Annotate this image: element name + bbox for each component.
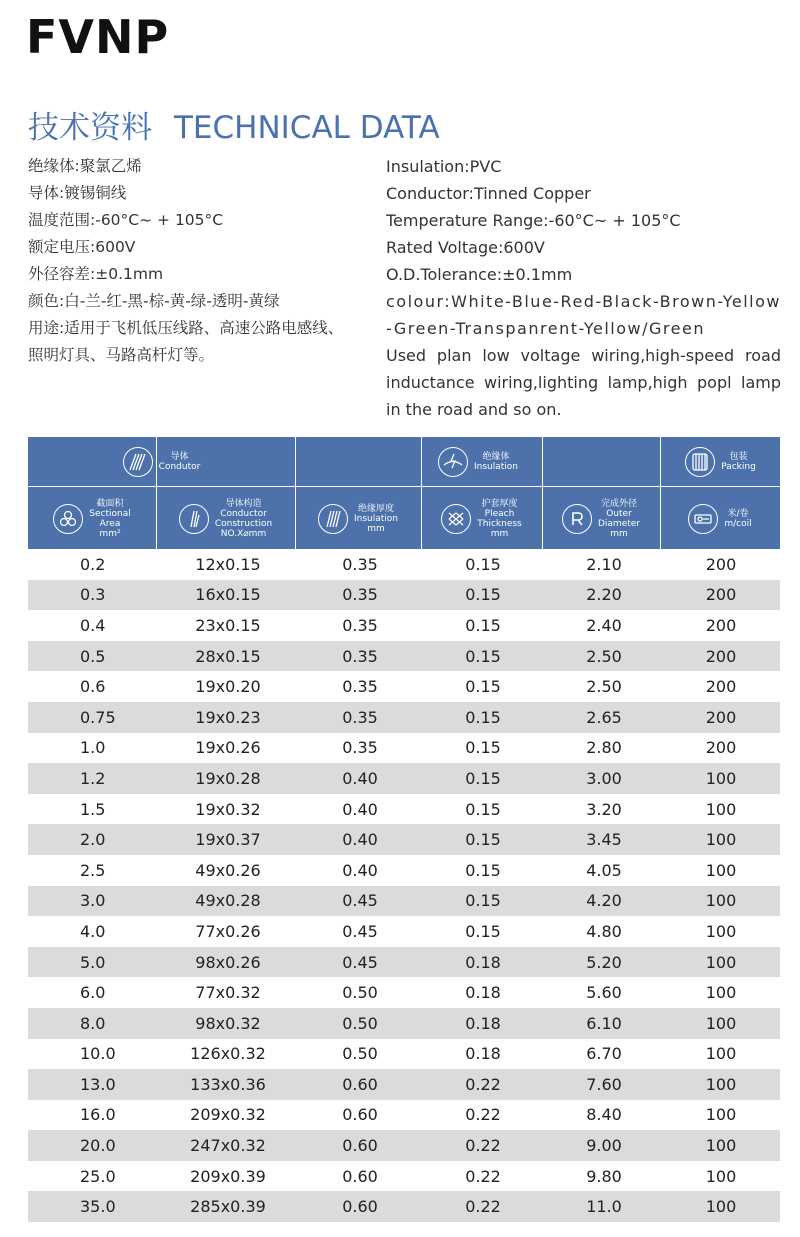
- cell-pleach-thickness: 0.15: [465, 768, 501, 788]
- cell-construction: 12x0.15: [195, 554, 261, 574]
- cell-meters-per-coil: 200: [705, 677, 737, 697]
- cell-outer-diameter: 9.80: [586, 1166, 622, 1186]
- cell-outer-diameter: 2.80: [586, 738, 622, 758]
- spec-list-cn: [28, 153, 358, 369]
- cell-outer-diameter: 6.10: [586, 1013, 622, 1033]
- group-insulation-cn: 绝缘体: [482, 451, 510, 462]
- spec-insulation-cn: 绝缘体:聚氯乙烯: [28, 157, 142, 175]
- spec-colour-cn: 颜色:白-兰-红-黑-棕-黄-绿-透明-黄绿: [28, 292, 280, 310]
- table-row: [28, 886, 780, 917]
- cell-insulation-thickness: 0.35: [342, 585, 378, 605]
- cell-construction: 23x0.15: [195, 615, 261, 635]
- cell-sectional-area: 2.0: [80, 830, 106, 850]
- table-header: [28, 437, 780, 549]
- cell-insulation-thickness: 0.35: [342, 646, 378, 666]
- cell-pleach-thickness: 0.22: [465, 1074, 501, 1094]
- col-area-en2: Area: [99, 518, 121, 529]
- cell-meters-per-coil: 200: [705, 585, 737, 605]
- group-insulation: [295, 437, 660, 487]
- braided-sheath-icon: [441, 504, 471, 534]
- cell-pleach-thickness: 0.22: [465, 1197, 501, 1217]
- col-construction-unit: NO.X⌀mm: [220, 528, 267, 539]
- col-area-en1: Sectional: [89, 508, 131, 519]
- cell-pleach-thickness: 0.18: [465, 1044, 501, 1064]
- cell-construction: 247x0.32: [190, 1136, 266, 1156]
- cell-insulation-thickness: 0.35: [342, 615, 378, 635]
- table-row: [28, 763, 780, 794]
- cell-construction: 16x0.15: [195, 585, 261, 605]
- col-construction-cn: 导体构造: [225, 498, 262, 509]
- cell-sectional-area: 2.5: [80, 860, 106, 880]
- cell-pleach-thickness: 0.22: [465, 1105, 501, 1125]
- cell-sectional-area: 1.2: [80, 768, 106, 788]
- col-diameter-cn: 完成外径: [600, 498, 637, 509]
- cell-outer-diameter: 3.00: [586, 768, 622, 788]
- cell-sectional-area: 0.6: [80, 677, 106, 697]
- cell-outer-diameter: 2.50: [586, 677, 622, 697]
- data-table-body: [28, 549, 780, 1222]
- cell-insulation-thickness: 0.45: [342, 891, 378, 911]
- spec-temperature-cn: 温度范围:-60°C~ + 105°C: [28, 211, 224, 229]
- cell-construction: 19x0.37: [195, 830, 261, 850]
- cell-insulation-thickness: 0.35: [342, 554, 378, 574]
- col-area-cn: 截面积: [96, 498, 124, 509]
- table-row: [28, 733, 780, 764]
- cell-sectional-area: 6.0: [80, 983, 106, 1003]
- cell-construction: 49x0.26: [195, 860, 261, 880]
- cell-construction: 98x0.26: [195, 952, 261, 972]
- cell-outer-diameter: 3.45: [586, 830, 622, 850]
- cell-meters-per-coil: 100: [705, 1105, 737, 1125]
- cell-outer-diameter: 4.20: [586, 891, 622, 911]
- cell-outer-diameter: 3.20: [586, 799, 622, 819]
- col-coil-en1: m/coil: [724, 518, 752, 529]
- spec-usage-cn: 用途:适用于飞机低压线路、高速公路电感线、照明灯具、马路高杆灯等。: [28, 319, 344, 364]
- cell-insulation-thickness: 0.60: [342, 1105, 378, 1125]
- product-title: FVNP: [26, 10, 170, 64]
- cell-meters-per-coil: 100: [705, 891, 737, 911]
- cell-pleach-thickness: 0.15: [465, 830, 501, 850]
- table-row: [28, 671, 780, 702]
- cell-construction: 19x0.28: [195, 768, 261, 788]
- cell-meters-per-coil: 100: [705, 921, 737, 941]
- cell-construction: 77x0.32: [195, 983, 261, 1003]
- cell-insulation-thickness: 0.50: [342, 983, 378, 1003]
- table-row: [28, 916, 780, 947]
- cell-construction: 285x0.39: [190, 1197, 266, 1217]
- cell-meters-per-coil: 100: [705, 1136, 737, 1156]
- cell-meters-per-coil: 200: [705, 707, 737, 727]
- col-insulation-unit: mm: [367, 523, 385, 534]
- spec-conductor-cn: 导体:镀锡铜线: [28, 184, 127, 202]
- spec-usage-en: Used plan low voltage wiring,high-speed road inductance wiring,lighting lamp,high popl lamp in the road and so on.: [386, 346, 781, 419]
- cell-pleach-thickness: 0.15: [465, 554, 501, 574]
- table-row: [28, 580, 780, 611]
- cell-insulation-thickness: 0.60: [342, 1136, 378, 1156]
- table-row: [28, 855, 780, 886]
- cell-construction: 19x0.20: [195, 677, 261, 697]
- cell-pleach-thickness: 0.22: [465, 1136, 501, 1156]
- col-pleach-cn: 护套厚度: [481, 498, 518, 509]
- col-insulation-cn: 绝缘厚度: [357, 503, 394, 514]
- wire-construction-icon: [179, 504, 209, 534]
- col-sectional-area: [28, 488, 156, 549]
- cell-outer-diameter: 5.20: [586, 952, 622, 972]
- cell-pleach-thickness: 0.15: [465, 891, 501, 911]
- spec-colour-en: colour:White-Blue-Red-Black-Brown-Yellow-Green-Transpanrent-Yellow/Green: [386, 292, 781, 338]
- table-row: [28, 1008, 780, 1039]
- spec-list-en: [386, 153, 781, 423]
- group-conductor-en: Condutor: [158, 461, 201, 472]
- cell-pleach-thickness: 0.15: [465, 738, 501, 758]
- group-insulation-en: Insulation: [473, 461, 518, 472]
- cell-pleach-thickness: 0.22: [465, 1166, 501, 1186]
- cell-meters-per-coil: 100: [705, 952, 737, 972]
- spec-voltage-cn: 额定电压:600V: [28, 238, 136, 256]
- cell-outer-diameter: 6.70: [586, 1044, 622, 1064]
- col-area-unit: mm²: [99, 528, 121, 539]
- section-title-cn: 技术资料: [28, 110, 152, 146]
- cell-insulation-thickness: 0.35: [342, 707, 378, 727]
- cell-sectional-area: 0.75: [80, 707, 116, 727]
- cell-outer-diameter: 4.80: [586, 921, 622, 941]
- spec-voltage-en: Rated Voltage:600V: [386, 238, 545, 257]
- cell-insulation-thickness: 0.50: [342, 1013, 378, 1033]
- cell-construction: 209x0.39: [190, 1166, 266, 1186]
- cell-insulation-thickness: 0.45: [342, 952, 378, 972]
- cell-construction: 19x0.23: [195, 707, 261, 727]
- cell-insulation-thickness: 0.60: [342, 1166, 378, 1186]
- radius-icon: [562, 504, 592, 534]
- cell-meters-per-coil: 100: [705, 983, 737, 1003]
- cell-pleach-thickness: 0.18: [465, 983, 501, 1003]
- cell-pleach-thickness: 0.15: [465, 677, 501, 697]
- cell-sectional-area: 0.3: [80, 585, 106, 605]
- insulation-layer-icon: [318, 504, 348, 534]
- cell-sectional-area: 5.0: [80, 952, 106, 972]
- cell-meters-per-coil: 100: [705, 1074, 737, 1094]
- cell-insulation-thickness: 0.35: [342, 677, 378, 697]
- cell-insulation-thickness: 0.40: [342, 768, 378, 788]
- cell-outer-diameter: 2.40: [586, 615, 622, 635]
- cell-construction: 19x0.26: [195, 738, 261, 758]
- table-row: [28, 794, 780, 825]
- group-conductor-cn: 导体: [170, 451, 189, 462]
- cell-sectional-area: 3.0: [80, 891, 106, 911]
- table-row: [28, 1161, 780, 1192]
- cell-insulation-thickness: 0.60: [342, 1074, 378, 1094]
- col-construction-en1: Conductor: [220, 508, 267, 519]
- col-coil-cn: 米/卷: [727, 508, 749, 519]
- col-meters-per-coil: [660, 488, 780, 549]
- cell-sectional-area: 16.0: [80, 1105, 116, 1125]
- cell-insulation-thickness: 0.40: [342, 830, 378, 850]
- col-construction-en2: Construction: [214, 518, 273, 529]
- group-packing-cn: 包装: [729, 451, 748, 462]
- spec-insulation-en: Insulation:PVC: [386, 157, 502, 176]
- cell-outer-diameter: 2.65: [586, 707, 622, 727]
- cell-meters-per-coil: 200: [705, 554, 737, 574]
- cell-sectional-area: 10.0: [80, 1044, 116, 1064]
- cell-meters-per-coil: 100: [705, 830, 737, 850]
- cell-pleach-thickness: 0.15: [465, 615, 501, 635]
- col-insulation-en1: Insulation: [353, 513, 398, 524]
- cell-construction: 126x0.32: [190, 1044, 266, 1064]
- cell-sectional-area: 0.5: [80, 646, 106, 666]
- table-row: [28, 610, 780, 641]
- cell-outer-diameter: 8.40: [586, 1105, 622, 1125]
- spec-temperature-en: Temperature Range:-60°C~ + 105°C: [386, 211, 681, 230]
- cell-pleach-thickness: 0.15: [465, 799, 501, 819]
- table-row: [28, 824, 780, 855]
- section-title-en: TECHNICAL DATA: [174, 110, 440, 146]
- cell-pleach-thickness: 0.15: [465, 860, 501, 880]
- cell-meters-per-coil: 100: [705, 1166, 737, 1186]
- cell-outer-diameter: 9.00: [586, 1136, 622, 1156]
- cell-sectional-area: 1.0: [80, 738, 106, 758]
- cell-sectional-area: 0.4: [80, 615, 106, 635]
- cell-sectional-area: 25.0: [80, 1166, 116, 1186]
- table-row: [28, 641, 780, 672]
- cable-cross-section-icon: [53, 504, 83, 534]
- cell-outer-diameter: 2.10: [586, 554, 622, 574]
- col-pleach-thickness: [421, 488, 542, 549]
- cell-insulation-thickness: 0.50: [342, 1044, 378, 1064]
- table-row: [28, 1100, 780, 1131]
- cell-outer-diameter: 4.05: [586, 860, 622, 880]
- cell-sectional-area: 35.0: [80, 1197, 116, 1217]
- cable-reel-icon: [685, 447, 715, 477]
- cell-meters-per-coil: 100: [705, 860, 737, 880]
- cell-sectional-area: 13.0: [80, 1074, 116, 1094]
- col-pleach-en2: Thickness: [477, 518, 522, 529]
- cell-outer-diameter: 11.0: [586, 1197, 622, 1217]
- cell-pleach-thickness: 0.15: [465, 585, 501, 605]
- cell-insulation-thickness: 0.60: [342, 1197, 378, 1217]
- coil-length-icon: [688, 504, 718, 534]
- spec-tolerance-cn: 外径容差:±0.1mm: [28, 265, 164, 283]
- cell-outer-diameter: 2.50: [586, 646, 622, 666]
- cell-meters-per-coil: 100: [705, 799, 737, 819]
- cell-pleach-thickness: 0.15: [465, 707, 501, 727]
- group-conductor: [28, 437, 295, 487]
- cell-meters-per-coil: 100: [705, 1197, 737, 1217]
- cell-construction: 209x0.32: [190, 1105, 266, 1125]
- table-row: [28, 549, 780, 580]
- group-packing-en: Packing: [721, 461, 756, 472]
- cell-construction: 28x0.15: [195, 646, 261, 666]
- cell-meters-per-coil: 200: [705, 615, 737, 635]
- cell-meters-per-coil: 100: [705, 1013, 737, 1033]
- col-diameter-unit: mm: [610, 528, 628, 539]
- insulation-shield-icon: [438, 447, 468, 477]
- col-diameter-en2: Diameter: [597, 518, 641, 529]
- cell-outer-diameter: 7.60: [586, 1074, 622, 1094]
- cell-pleach-thickness: 0.15: [465, 646, 501, 666]
- cell-sectional-area: 0.2: [80, 554, 106, 574]
- cell-construction: 49x0.28: [195, 891, 261, 911]
- cell-construction: 77x0.26: [195, 921, 261, 941]
- spec-conductor-en: Conductor:Tinned Copper: [386, 184, 591, 203]
- cell-construction: 98x0.32: [195, 1013, 261, 1033]
- cell-sectional-area: 1.5: [80, 799, 106, 819]
- spec-tolerance-en: O.D.Tolerance:±0.1mm: [386, 265, 573, 284]
- cell-meters-per-coil: 200: [705, 646, 737, 666]
- section-title: [28, 102, 440, 147]
- cell-pleach-thickness: 0.18: [465, 1013, 501, 1033]
- cell-outer-diameter: 5.60: [586, 983, 622, 1003]
- cell-construction: 133x0.36: [190, 1074, 266, 1094]
- cell-pleach-thickness: 0.18: [465, 952, 501, 972]
- cell-meters-per-coil: 100: [705, 768, 737, 788]
- wire-strands-icon: [123, 447, 153, 477]
- col-pleach-en1: Pleach: [484, 508, 515, 519]
- cell-sectional-area: 4.0: [80, 921, 106, 941]
- table-row: [28, 1039, 780, 1070]
- cell-insulation-thickness: 0.40: [342, 799, 378, 819]
- cell-meters-per-coil: 200: [705, 738, 737, 758]
- table-row: [28, 1191, 780, 1222]
- table-row: [28, 977, 780, 1008]
- cell-sectional-area: 20.0: [80, 1136, 116, 1156]
- cell-pleach-thickness: 0.15: [465, 921, 501, 941]
- table-row: [28, 702, 780, 733]
- col-insulation-thickness: [295, 488, 421, 549]
- cell-insulation-thickness: 0.35: [342, 738, 378, 758]
- cell-sectional-area: 8.0: [80, 1013, 106, 1033]
- cell-meters-per-coil: 100: [705, 1044, 737, 1064]
- cell-construction: 19x0.32: [195, 799, 261, 819]
- table-row: [28, 1069, 780, 1100]
- table-row: [28, 947, 780, 978]
- table-row: [28, 1130, 780, 1161]
- col-conductor-construction: [156, 488, 295, 549]
- group-packing: [660, 437, 780, 487]
- col-diameter-en1: Outer: [606, 508, 632, 519]
- col-pleach-unit: mm: [490, 528, 509, 539]
- cell-outer-diameter: 2.20: [586, 585, 622, 605]
- cell-insulation-thickness: 0.45: [342, 921, 378, 941]
- cell-insulation-thickness: 0.40: [342, 860, 378, 880]
- col-outer-diameter: [542, 488, 660, 549]
